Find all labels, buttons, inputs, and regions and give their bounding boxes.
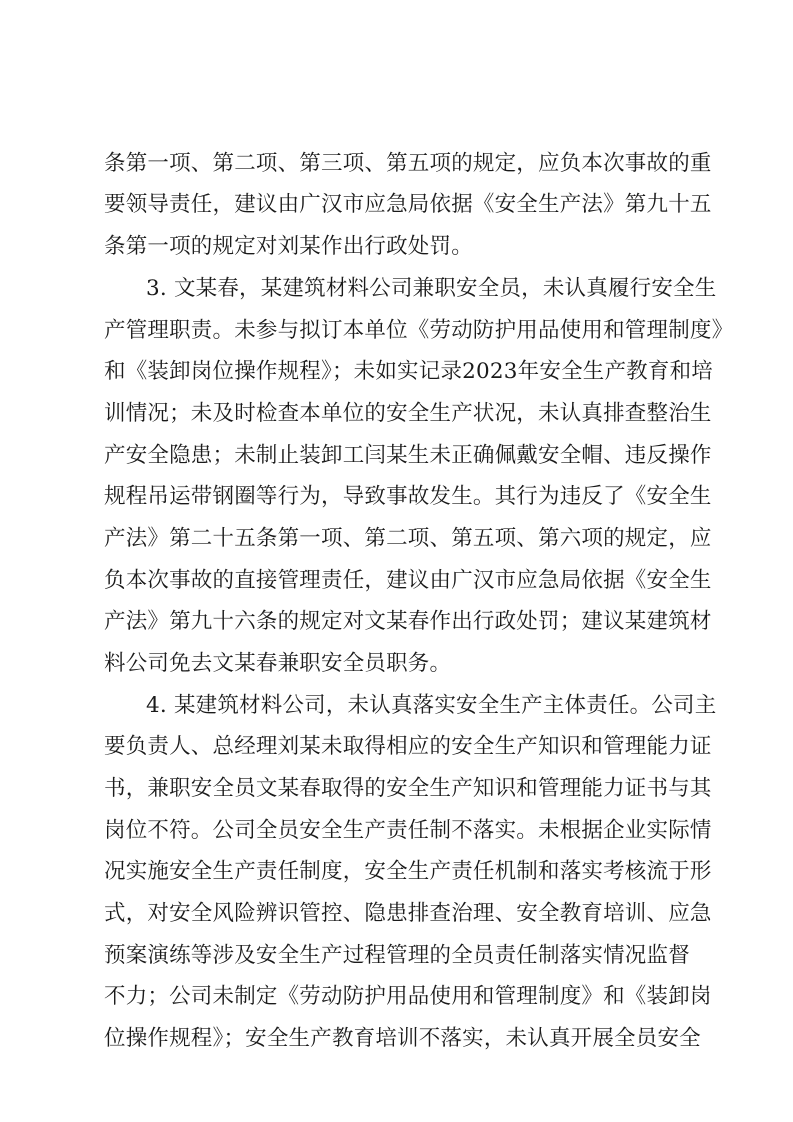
paragraph-start-line: 4. 某建筑材料公司，未认真落实安全生产主体责任。公司主 xyxy=(146,693,717,718)
text-line: 岗位不符。公司全员安全生产责任制不落实。未根据企业实际情 xyxy=(104,818,712,843)
text-line: 条第一项的规定对刘某作出行政处罚。 xyxy=(104,234,473,259)
text-line: 料公司免去文某春兼职安全员职务。 xyxy=(104,651,452,676)
text-line: 条第一项、第二项、第三项、第五项的规定，应负本次事故的重 xyxy=(104,151,712,176)
paragraph-start-line: 3. 文某春，某建筑材料公司兼职安全员，未认真履行安全生 xyxy=(146,276,717,301)
text-line: 况实施安全生产责任制度，安全生产责任机制和落实考核流于形 xyxy=(104,859,712,884)
text-line: 位操作规程》；安全生产教育培训不落实，未认真开展全员安全 xyxy=(104,1026,701,1051)
text-line: 不力；公司未制定《劳动防护用品使用和管理制度》和《装卸岗 xyxy=(104,984,712,1009)
text-line: 产法》第二十五条第一项、第二项、第五项、第六项的规定，应 xyxy=(104,526,712,551)
text-line: 产管理职责。未参与拟订本单位《劳动防护用品使用和管理制度》 xyxy=(104,318,734,343)
text-line: 和《装卸岗位操作规程》；未如实记录2023年安全生产教育和培 xyxy=(104,359,713,384)
text-line: 产法》第九十六条的规定对文某春作出行政处罚；建议某建筑材 xyxy=(104,609,712,634)
text-line: 要领导责任，建议由广汉市应急局依据《安全生产法》第九十五 xyxy=(104,192,712,217)
text-line: 产安全隐患；未制止装卸工闫某生未正确佩戴安全帽、违反操作 xyxy=(104,443,712,468)
text-line: 负本次事故的直接管理责任，建议由广汉市应急局依据《安全生 xyxy=(104,568,712,593)
text-line: 式，对安全风险辨识管控、隐患排查治理、安全教育培训、应急 xyxy=(104,901,712,926)
text-line: 要负责人、总经理刘某未取得相应的安全生产知识和管理能力证 xyxy=(104,734,712,759)
text-line: 训情况；未及时检查本单位的安全生产状况，未认真排查整治生 xyxy=(104,401,712,426)
text-line: 预案演练等涉及安全生产过程管理的全员责任制落实情况监督 xyxy=(104,943,690,968)
text-line: 规程吊运带钢圈等行为，导致事故发生。其行为违反了《安全生 xyxy=(104,484,712,509)
text-line: 书，兼职安全员文某春取得的安全生产知识和管理能力证书与其 xyxy=(104,776,712,801)
